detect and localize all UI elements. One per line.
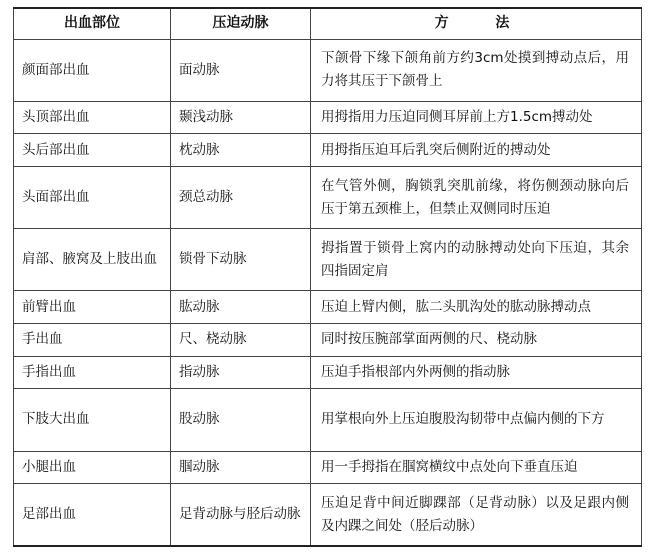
cell-bleeding-site: 小腿出血	[14, 451, 171, 484]
cell-method: 下颌骨下缘下颌角前方约3cm处摸到搏动点后，用力将其压于下颌骨上	[311, 39, 642, 101]
cell-bleeding-site: 头顶部出血	[14, 101, 171, 134]
cell-bleeding-site: 足部出血	[14, 484, 171, 546]
table-row	[14, 484, 642, 546]
cell-method: 压迫上臂内侧，肱二头肌沟处的肱动脉搏动点	[311, 291, 642, 324]
table-row	[14, 291, 642, 324]
cell-bleeding-site: 头后部出血	[14, 134, 171, 167]
cell-bleeding-site: 头面部出血	[14, 167, 171, 229]
cell-artery: 足背动脉与胫后动脉	[171, 484, 311, 546]
cell-bleeding-site: 前臂出血	[14, 291, 171, 324]
cell-bleeding-site: 颜面部出血	[14, 39, 171, 101]
cell-method: 用一手拇指在腘窝横纹中点处向下垂直压迫	[311, 451, 642, 484]
cell-artery: 面动脉	[171, 39, 311, 101]
cell-method: 用拇指压迫耳后乳突后侧附近的搏动处	[311, 134, 642, 167]
cell-method: 用拇指用力压迫同侧耳屏前上方1.5cm搏动处	[311, 101, 642, 134]
cell-method: 同时按压腕部掌面两侧的尺、桡动脉	[311, 324, 642, 357]
table-row	[14, 389, 642, 451]
table-row	[14, 134, 642, 167]
table-row	[14, 101, 642, 134]
cell-method: 拇指置于锁骨上窝内的动脉搏动处向下压迫，其余四指固定肩	[311, 229, 642, 291]
cell-bleeding-site: 手指出血	[14, 356, 171, 389]
cell-method: 压迫足背中间近脚踝部（足背动脉）以及足跟内侧及内踝之间处（胫后动脉）	[311, 484, 642, 546]
cell-bleeding-site: 下肢大出血	[14, 389, 171, 451]
cell-method: 用掌根向外上压迫腹股沟韧带中点偏内侧的下方	[311, 389, 642, 451]
cell-bleeding-site: 肩部、腋窝及上肢出血	[14, 229, 171, 291]
table-row	[14, 39, 642, 101]
table-row	[14, 356, 642, 389]
table-row	[14, 229, 642, 291]
cell-artery: 枕动脉	[171, 134, 311, 167]
table-row	[14, 167, 642, 229]
table-row	[14, 324, 642, 357]
cell-artery: 颞浅动脉	[171, 101, 311, 134]
cell-artery: 股动脉	[171, 389, 311, 451]
cell-artery: 肱动脉	[171, 291, 311, 324]
cell-artery: 指动脉	[171, 356, 311, 389]
header-bleeding-site: 出血部位	[14, 8, 171, 39]
table-header-row	[14, 8, 642, 39]
cell-bleeding-site: 手出血	[14, 324, 171, 357]
cell-method: 在气管外侧，胸锁乳突肌前缘，将伤侧颈动脉向后压于第五颈椎上，但禁止双侧同时压迫	[311, 167, 642, 229]
cell-artery: 腘动脉	[171, 451, 311, 484]
header-compressed-artery: 压迫动脉	[171, 8, 311, 39]
hemostasis-pressure-table	[13, 7, 642, 547]
table-row	[14, 451, 642, 484]
cell-artery: 锁骨下动脉	[171, 229, 311, 291]
cell-artery: 尺、桡动脉	[171, 324, 311, 357]
header-method: 方 法	[311, 8, 642, 39]
hemostasis-pressure-table-container	[13, 7, 641, 547]
cell-artery: 颈总动脉	[171, 167, 311, 229]
cell-method: 压迫手指根部内外两侧的指动脉	[311, 356, 642, 389]
